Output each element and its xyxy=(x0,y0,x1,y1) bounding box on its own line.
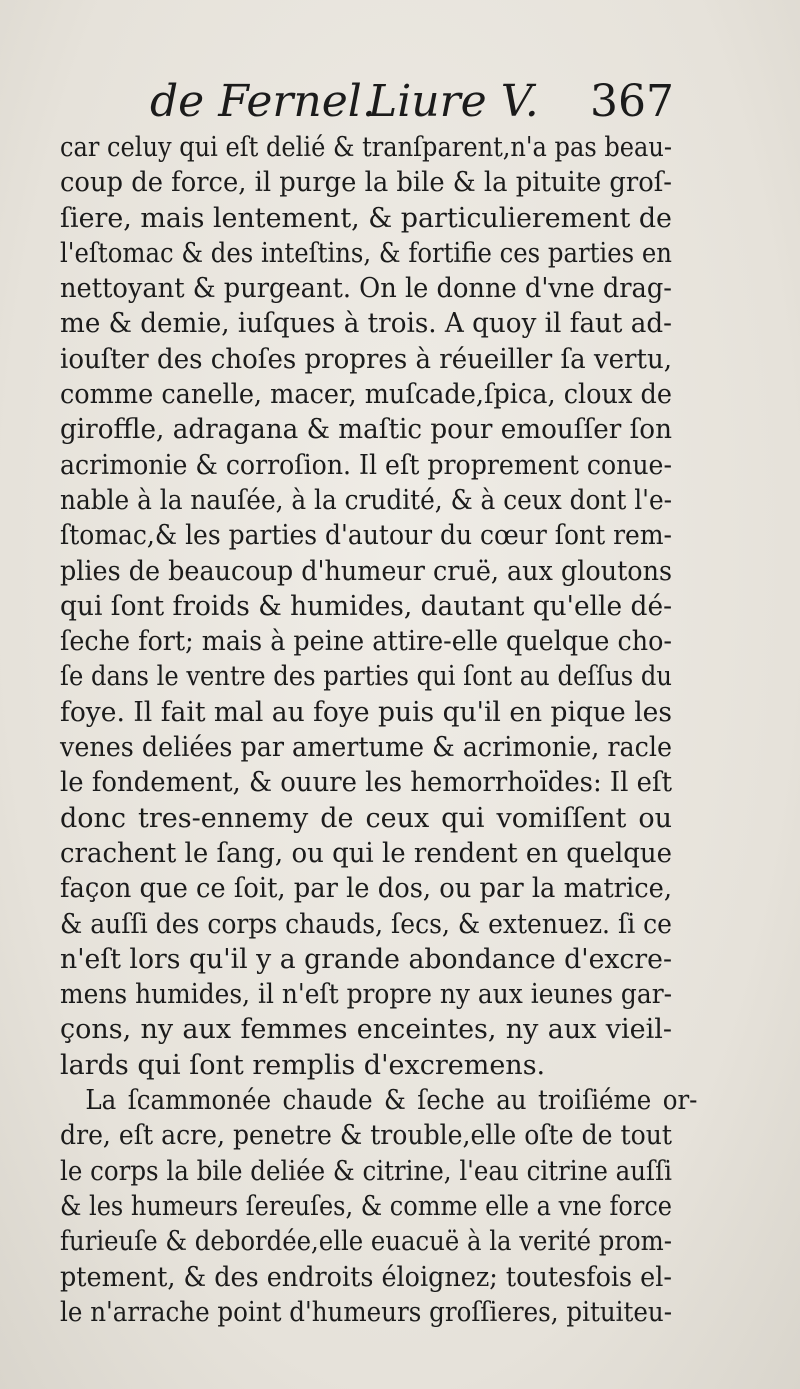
body-text xyxy=(60,130,698,1330)
text-line: crachent le ſang, ou qui le rendent en quelque xyxy=(60,837,673,869)
book-label: Liure V. xyxy=(368,76,539,127)
text-line: me & demie, iuſques à trois. A quoy il faut ad- xyxy=(60,308,673,340)
page-number: 367 xyxy=(590,76,674,127)
text-line: furieuſe & debordée,elle euacuë à la verité prom- xyxy=(60,1226,672,1258)
text-line: La ſcammonée chaude & ſeche au troiſiéme or- xyxy=(85,1085,698,1117)
text-line: ſiere, mais lentement, & particulierement de xyxy=(60,202,672,234)
text-line: & auſſi des corps chauds, ſecs, & extenuez. ſi ce xyxy=(60,908,672,940)
text-line: dre, eſt acre, penetre & trouble,elle oſte de tout xyxy=(60,1120,672,1152)
text-line: lards qui ſont remplis d'excremens. xyxy=(60,1049,546,1081)
text-line: le fondement, & ouure les hemorrhoïdes: Il eſt xyxy=(60,767,672,799)
text-line: ſe dans le ventre des parties qui ſont au deſſus du xyxy=(60,661,672,693)
text-line: le n'arrache point d'humeurs groſſieres, pituiteu- xyxy=(60,1296,673,1328)
text-line: mens humides, il n'eſt propre ny aux ieunes gar- xyxy=(60,979,673,1011)
text-line: ſeche fort; mais à peine attire-elle quelque cho- xyxy=(60,626,672,658)
text-line: n'eſt lors qu'il y a grande abondance d'excre- xyxy=(60,943,672,975)
text-line: venes deliées par amertume & acrimonie, racle xyxy=(60,732,672,764)
text-line: l'eſtomac & des inteſtins, & fortifie ces parties en xyxy=(60,237,672,269)
running-header xyxy=(150,72,674,132)
text-line: qui ſont froids & humides, dautant qu'elle dé- xyxy=(60,590,673,622)
text-line: giroffle, adragana & maſtic pour emouſſer ſon xyxy=(60,414,672,446)
text-line: façon que ce ſoit, par le dos, ou par la matrice, xyxy=(60,873,673,905)
running-title: de Fernel. xyxy=(150,76,376,127)
text-line: car celuy qui eſt delié & tranſparent,n'a pas beau- xyxy=(60,132,673,163)
paragraph-1 xyxy=(60,130,672,1083)
text-line: ſtomac,& les parties d'autour du cœur ſont rem- xyxy=(60,520,672,552)
paragraph-2 xyxy=(60,1083,698,1330)
text-line: le corps la bile deliée & citrine, l'eau citrine auſſi xyxy=(60,1155,673,1187)
text-line: çons, ny aux femmes enceintes, ny aux vieil- xyxy=(60,1014,672,1046)
text-line: foye. Il fait mal au foye puis qu'il en pique les xyxy=(60,696,672,728)
text-line: ptement, & des endroits éloignez; toutesfois el- xyxy=(60,1261,672,1293)
text-line: iouſter des choſes propres à réueiller ſa vertu, xyxy=(60,343,673,375)
text-line: nettoyant & purgeant. On le donne d'vne drag- xyxy=(60,273,672,305)
text-line: plies de beaucoup d'humeur cruë, aux gloutons xyxy=(60,555,673,587)
text-line: acrimonie & corroſion. Il eſt proprement conue- xyxy=(60,449,672,481)
text-line: comme canelle, macer, muſcade,ſpica, cloux de xyxy=(60,379,673,411)
text-line: & les humeurs ſereuſes, & comme elle a vne force xyxy=(60,1190,673,1222)
text-line: coup de force, il purge la bile & la pituite groſ- xyxy=(60,167,673,199)
text-line: donc tres-ennemy de ceux qui vomiſſent ou xyxy=(60,802,672,834)
text-line: nable à la nauſée, à la crudité, & à ceux dont l'e- xyxy=(60,484,673,516)
